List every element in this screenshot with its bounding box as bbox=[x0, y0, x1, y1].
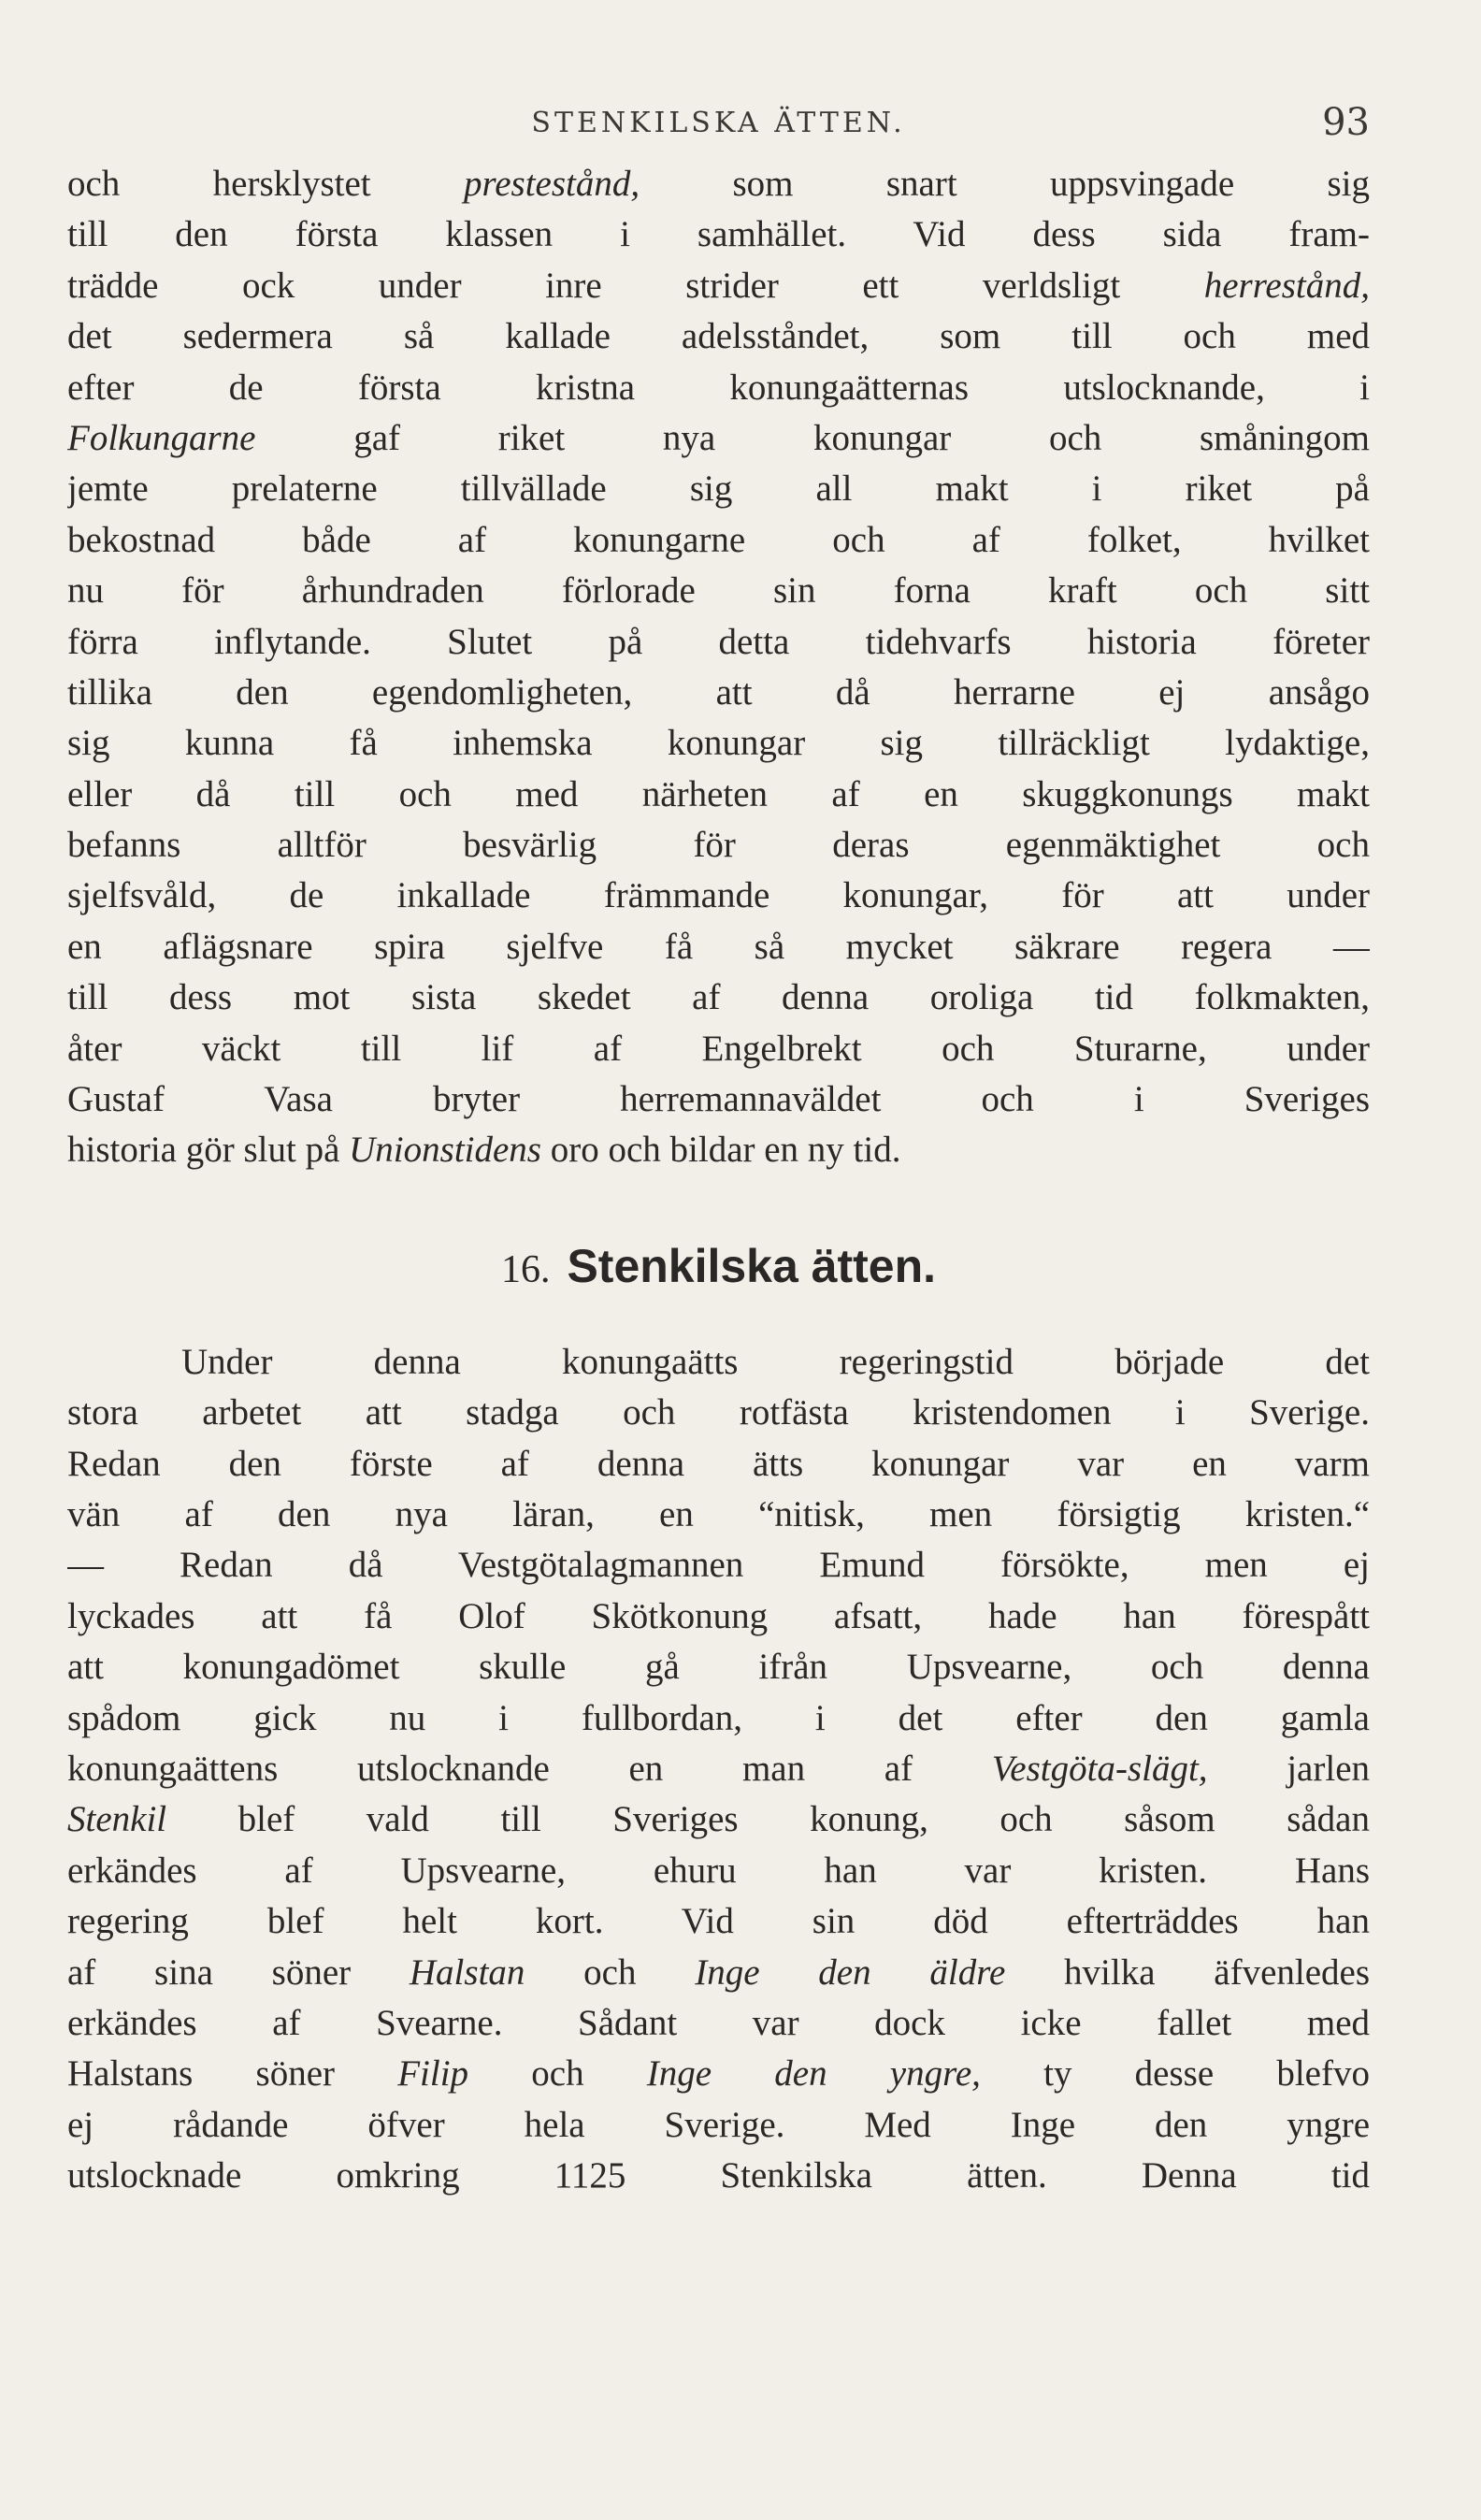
italic-term: Vestgöta-slägt, bbox=[991, 1748, 1208, 1789]
text-run: stora arbetet att stadga och rotfästa kristendomen i Sverige. bbox=[67, 1392, 1370, 1433]
text-run: Gustaf Vasa bryter herremannaväldet och i Sveriges bbox=[67, 1079, 1370, 1120]
text-line bbox=[67, 261, 1370, 311]
text-line bbox=[67, 820, 1370, 871]
text-line bbox=[67, 1540, 1370, 1591]
text-line bbox=[67, 922, 1370, 972]
text-run: åter väckt till lif af Engelbrekt och Sturarne, under bbox=[67, 1028, 1370, 1069]
text-run: sjelfsvåld, de inkallade främmande konungar, för att under bbox=[67, 875, 1370, 916]
text-run: Under denna konungaätts regeringstid började det bbox=[181, 1341, 1370, 1382]
text-run: konungaättens utslocknande en man af bbox=[67, 1748, 992, 1789]
text-run: ty desse blefvo bbox=[980, 2053, 1370, 2095]
text-run: det sedermera så kallade adelsståndet, som till och med bbox=[67, 316, 1370, 357]
text-run: regering blef helt kort. Vid sin död efterträddes han bbox=[67, 1901, 1370, 1942]
text-line bbox=[67, 770, 1370, 820]
italic-term: Stenkil bbox=[67, 1799, 167, 1840]
text-run: nu för århundraden förlorade sin forna kraft och sitt bbox=[67, 570, 1370, 612]
text-line bbox=[67, 617, 1370, 668]
text-line bbox=[67, 1744, 1370, 1794]
text-line bbox=[67, 1948, 1370, 1998]
text-line bbox=[67, 1490, 1370, 1540]
text-line bbox=[67, 566, 1370, 616]
text-line bbox=[67, 159, 1370, 209]
text-run: historia gör slut på bbox=[67, 1130, 350, 1171]
text-line bbox=[67, 972, 1370, 1023]
text-run: sig kunna få inhemska konungar sig tillräckligt lydaktige, bbox=[67, 723, 1370, 764]
text-run: och bbox=[525, 1951, 696, 1993]
text-run: till den första klassen i samhället. Vid dess sida fram- bbox=[67, 214, 1370, 255]
running-head: STENKILSKA ÄTTEN. bbox=[531, 107, 906, 139]
text-line bbox=[67, 1024, 1370, 1074]
italic-term: Inge den äldre bbox=[695, 1951, 1006, 1993]
text-line bbox=[67, 1074, 1370, 1125]
text-run: jarlen bbox=[1207, 1748, 1370, 1789]
text-line bbox=[67, 1998, 1370, 2049]
italic-term: Unionstidens bbox=[349, 1130, 541, 1171]
text-run: gaf riket nya konungar och småningom bbox=[255, 417, 1370, 458]
text-run: tillika den egendomligheten, att då herrarne ej ansågo bbox=[67, 671, 1370, 713]
section-number: 16. bbox=[500, 1247, 551, 1291]
text-line bbox=[67, 413, 1370, 464]
text-line bbox=[67, 1642, 1370, 1692]
text-line bbox=[67, 871, 1370, 921]
text-line bbox=[67, 209, 1370, 260]
italic-term: Halstan bbox=[409, 1951, 525, 1993]
text-line bbox=[67, 1693, 1370, 1744]
text-run: jemte prelaterne tillvällade sig all makt i riket på bbox=[67, 468, 1370, 510]
paragraph-unionstiden bbox=[67, 159, 1370, 1176]
text-run: förra inflytande. Slutet på detta tidehvarfs historia företer bbox=[67, 621, 1370, 662]
paragraph-stenkilska bbox=[67, 1337, 1370, 2202]
text-line bbox=[67, 464, 1370, 514]
text-run: Redan den förste af denna ätts konungar var en varm bbox=[67, 1443, 1370, 1484]
text-run: hvilka äfvenledes bbox=[1005, 1951, 1370, 1993]
italic-term: prestestånd, bbox=[463, 164, 640, 204]
text-run: af sina söner bbox=[67, 1951, 410, 1993]
text-run: eller då till och med närheten af en skuggkonungs makt bbox=[67, 773, 1370, 814]
text-run: att konungadömet skulle gå ifrån Upsvearne, och denna bbox=[67, 1647, 1370, 1688]
text-run: erkändes af Svearne. Sådant var dock icke fallet med bbox=[67, 2002, 1370, 2043]
body-text bbox=[67, 159, 1370, 2201]
text-run: ej rådande öfver hela Sverige. Med Inge den yngre bbox=[67, 2104, 1370, 2145]
text-line bbox=[67, 1896, 1370, 1947]
italic-term: Folkungarne bbox=[67, 417, 256, 458]
text-run: befanns alltför besvärlig för deras egenmäktighet och bbox=[67, 825, 1370, 866]
italic-term: Filip bbox=[397, 2053, 469, 2095]
text-line bbox=[67, 2049, 1370, 2099]
text-line bbox=[67, 1125, 1370, 1175]
text-run: — Redan då Vestgötalagmannen Emund försökte, men ej bbox=[67, 1545, 1370, 1586]
text-line bbox=[67, 2100, 1370, 2151]
text-run: till dess mot sista skedet af denna oroliga tid folkmakten, bbox=[67, 977, 1370, 1018]
text-run: spådom gick nu i fullbordan, i det efter den gamla bbox=[67, 1697, 1370, 1738]
text-run: vän af den nya läran, en “nitisk, men försigtig kristen.“ bbox=[67, 1493, 1370, 1534]
text-line bbox=[67, 668, 1370, 718]
text-line bbox=[67, 1337, 1370, 1388]
text-run: trädde ock under inre strider ett verldsligt bbox=[67, 265, 1204, 306]
text-run: Halstans söner bbox=[67, 2053, 398, 2095]
text-line bbox=[67, 718, 1370, 769]
section-title: Stenkilska ätten. bbox=[567, 1239, 937, 1292]
text-run: erkändes af Upsvearne, ehuru han var kristen. Hans bbox=[67, 1850, 1370, 1891]
text-run: blef vald till Sveriges konung, och såsom sådan bbox=[166, 1799, 1370, 1840]
italic-term: herrestånd, bbox=[1203, 265, 1370, 306]
text-line bbox=[67, 311, 1370, 362]
text-line bbox=[67, 1439, 1370, 1490]
text-run: utslocknade omkring 1125 Stenkilska ätten. Denna tid bbox=[67, 2155, 1370, 2196]
text-run: oro och bildar en ny tid. bbox=[540, 1130, 901, 1171]
page-number: 93 bbox=[1322, 101, 1370, 144]
text-line bbox=[67, 515, 1370, 566]
text-line bbox=[67, 1846, 1370, 1896]
text-run: som snart uppsvingade sig bbox=[640, 164, 1370, 204]
text-run: en aflägsnare spira sjelfve få så mycket säkrare regera — bbox=[67, 926, 1370, 967]
text-run: bekostnad både af konungarne och af folket, hvilket bbox=[67, 519, 1370, 560]
text-run: efter de första kristna konungaätternas utslocknande, i bbox=[67, 367, 1370, 408]
text-line bbox=[67, 2151, 1370, 2201]
page-header bbox=[67, 101, 1370, 157]
text-run: och hersklystet bbox=[67, 164, 464, 204]
text-line bbox=[67, 363, 1370, 413]
text-run: och bbox=[468, 2053, 647, 2095]
text-line bbox=[67, 1591, 1370, 1642]
text-line bbox=[67, 1794, 1370, 1845]
italic-term: Inge den yngre, bbox=[646, 2053, 981, 2095]
section-heading bbox=[67, 1201, 1370, 1332]
text-line bbox=[67, 1388, 1370, 1438]
text-run: lyckades att få Olof Skötkonung afsatt, hade han förespått bbox=[67, 1595, 1370, 1636]
